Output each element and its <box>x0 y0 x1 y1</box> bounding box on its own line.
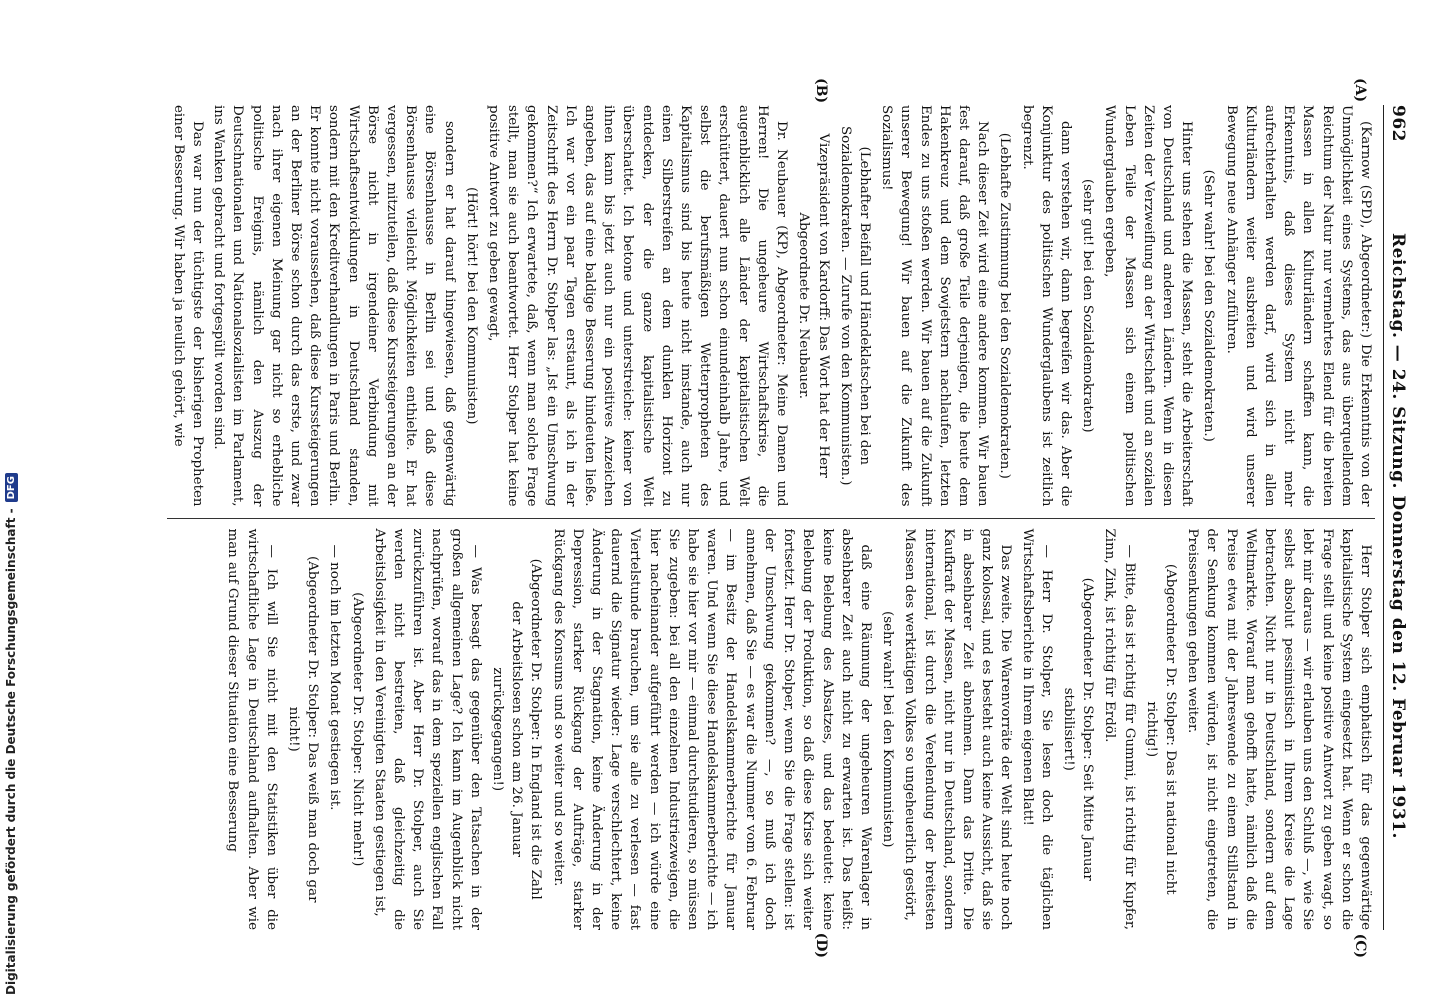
paragraph: — Bitte, das ist richtig für Gummi, ist richtig für Kupfer, Zinn, Zink, ist richtig für Erdöl. <box>1102 528 1137 930</box>
margin-mark-c: (C) <box>1352 933 1368 958</box>
margin-mark-b: (B) <box>813 78 829 104</box>
paragraph: Nach dieser Zeit wird eine andere kommen. Wir bauen fest darauf, daß große Teile derjenigen, die heute dem Hakenkreuz und dem Sowjetstern nachlaufen, letzten Endes zu uns stoßen werden. Wir bauen auf die Zukunft unserer Bewegung! Wir bauen auf die Zukunft des Sozialismus! <box>879 105 991 507</box>
digitization-footer <box>4 473 18 995</box>
interjection: (Abgeordneter Dr. Stolper: Das weiß man doch gar nicht!) <box>286 555 321 903</box>
paragraph: — noch im letzten Monat gestiegen ist. <box>327 544 343 811</box>
interjection: (Lebhafte Zustimmung bei den Sozialdemokraten.) <box>997 132 1013 479</box>
interjection: (sehr gut! bei den Sozialdemokraten) <box>1080 178 1096 433</box>
right-column <box>167 529 1375 931</box>
page-title: Reichstag. — 24. Sitzung. Donnerstag den 12. Februar 1931. <box>1388 233 1408 839</box>
interjection: (sehr wahr! bei den Kommunisten) <box>880 611 896 848</box>
paragraph: Herr Stolper sich emphatisch für das gegenwärtige kapitalistische System eingesetzt hat. Wenn er schon die Frage stellt und keine positive Antwort zu geben wagt, so lebt mir daraus — wir erlauben uns den Schluß —, wie Sie selbst absolut pessimistisch in Ihrem Kreise die Lage betrachten. Nicht nur in Deutschland, sondern auf dem Weltmarkte. Worauf man gehofft hatte, nämlich daß die Preise etwa mit der Jahreswende zu einem Stillstand in der Senkung kommen würden, ist nicht eingetreten, die Preissenkungen gehen weiter. <box>1185 528 1373 930</box>
page-number: 962 <box>1388 105 1408 142</box>
paragraph: — Ich will Sie nicht mit den Statistiken über die wirtschaftliche Lage in Deutschland aufhalten. Aber wie man auf Grund dieser Situation eine Besserung <box>225 528 279 930</box>
interjection: (Abgeordneter Dr. Stolper: Das ist national nicht richtig!) <box>1143 563 1178 895</box>
interjection: (Lebhafter Beifall und Händeklatschen bei den Sozialdemokraten. — Zurufe von den Kommunisten.) <box>837 125 872 486</box>
paragraph: (Karnow (SPD), Abgeordneter:) Die Erkenntnis von der Unmöglichkeit eines Systems, das aus überquellendem Reichtum der Natur nur vermehrtes Elend für die breiten Massen in allen Kulturländern schaffen kann, die Erkenntnis, daß dieses System nicht mehr aufrechterhalten werden darf, wird sich in allen Kulturländern weiter ausbreiten und wird unserer Bewegung neue Anhänger zuführen. <box>1223 105 1373 507</box>
paragraph: — Was besagt das gegenüber den Tatsachen in der großen allgemeinen Lage? Ich kann im Augenblick nicht nachprüfen, worauf das in dem speziellen englischen Fall zurückzuführen ist. Aber Herr Dr. Stolper, auch Sie werden nicht bestreiten, daß gleichzeitig die Arbeitslosigkeit in den Vereinigten Staaten gestiegen ist, <box>371 528 483 930</box>
interjection: (Abgeordneter Dr. Stolper: In England ist die Zahl der Arbeitslosen schon am 26. Januar zurückgegangen!) <box>490 558 544 900</box>
footer-text: Digitalisierung gefördert durch die Deutsche Forschungsgemeinschaft - <box>4 508 18 995</box>
interjection: (Abgeordneter Dr. Stolper: Nicht mehr!) <box>349 592 365 867</box>
paragraph: Das zweite. Die Warenvorräte der Welt sind heute noch ganz kolossal, und es besteht auch keine Aussicht, daß sie in absehbarer Zeit abnehmen. Dann das Dritte. Die Kaufkraft der Massen, nicht nur in Deutschland, sondern international, ist durch die Verelendung der breitesten Massen des werktätigen Volkes so ungeheuerlich gestört, <box>902 528 1014 930</box>
page-header <box>1383 105 1408 930</box>
paragraph: sondern er hat darauf hingewiesen, daß gegenwärtig eine Börsenhausse in Berlin sei und daß diese Börsenhausse vielleicht Möglichkeiten enthielte. Er hat vergessen, mitzuteilen, daß diese Kurssteigerungen an der Börse nicht in irgendeiner Verbindung mit Wirtschaftsentwicklungen in Deutschland standen, sondern mit den Kreditverhandlungen in Paris und Berlin. Er konnte nicht voraussehen, daß diese Kurssteigerungen an der Berliner Börse schon durch das erste, und zwar nach ihrer eigenen Meinung gar nicht so erhebliche politische Ereignis, nämlich den Auszug der Deutschnationalen und Nationalsozialisten im Parlament, ins Wanken gebracht und fortgespült worden sind. <box>211 105 457 507</box>
left-column <box>167 105 1375 507</box>
paragraph: daß eine Räumung der ungeheuren Warenlager in absehbarer Zeit auch nicht zu erwarten ist. Das heißt: keine Belebung des Absatzes, und das bedeutet: keine Belebung der Produktion, so daß diese Krise sich weiter fortsetzt. Herr Dr. Stolper, wenn Sie die Frage stellen: ist der Umschwung gekommen? —, so muß ich doch annehmen, daß Sie — es war die Nummer vom 6. Februar — im Besitz der Handelskammerberichte für Januar waren. Und wenn Sie diese Handelskammerberichte — ich habe sie hier vor mir — einmal durchstudieren, so müssen Sie zugeben: bei all den einzelnen Industriezweigen, die hier nacheinander aufgeführt werden — ich würde eine Viertelstunde brauchen, um sie alle zu verlesen — fast dauernd die Signatur wieder: Lage verschlechtert, keine Änderung in der Stagnation, keine Änderung in der Depression, starker Rückgang der Aufträge, starker Rückgang des Konsums und so weiter und so weiter. <box>550 528 873 930</box>
paragraph: Hinter uns stehen die Massen, steht die Arbeiterschaft von Deutschland und anderen Ländern. Wenn in diesen Zeiten der Verzweiflung an der Wirtschaft und an sozialen Leben Teile der Massen sich einem politischen Wunderglauben ergeben, <box>1102 105 1195 507</box>
column-divider <box>167 518 1375 519</box>
margin-mark-a: (A) <box>1352 78 1368 103</box>
interjection: Vizepräsident von Kardorff: Das Wort hat der Herr Abgeordnete Dr. Neubauer. <box>796 133 831 478</box>
dfg-logo: DFG <box>5 473 18 502</box>
interjection: (Hört! hört! bei den Kommunisten) <box>463 186 479 425</box>
interjection: (Sehr wahr! bei den Sozialdemokraten.) <box>1201 169 1217 442</box>
margin-mark-d: (D) <box>813 932 829 958</box>
paragraph: Dr. Neubauer (KP), Abgeordneter: Meine Damen und Herren! Die ungeheure Wirtschaftskrise, die augenblicklich alle Länder der kapitalistischen Welt erschüttert, dauert nun schon einundeinhalb Jahre, und selbst die berufsmäßigen Wetterpropheten des Kapitalismus sind bis heute nicht imstande, auch nur einen Silberstreifen an dem dunklen Horizont zu entdecken, der die ganze kapitalistische Welt überschattet. Ich betone und unterstreiche: keiner von ihnen kann bis jetzt auch nur ein positives Anzeichen angeben, das auf eine baldige Besserung hindeuten ließe. Ich war vor ein paar Tagen erstaunt, als ich in der Zeitschrift des Herrn Dr. Stolper las: „Ist ein Umschwung gekommen?“ Ich erwartete, daß, wenn man solche Frage stellt, man sie auch beantwortet. Herr Stolper hat keine positive Antwort zu geben gewagt, <box>486 105 790 507</box>
interjection: (Abgeordneter Dr. Stolper: Seit Mitte Januar stabilisiert!) <box>1060 577 1096 881</box>
paragraph: — Herr Dr. Stolper, Sie lesen doch die täglichen Wirtschaftsberichte in Ihrem eigenen Blatt! <box>1019 528 1054 930</box>
text-columns <box>167 105 1375 930</box>
paragraph: dann verstehen wir, dann begreifen wir das. Aber die Konjunktur des politischen Wunderglaubens ist zeitlich begrenzt. <box>1019 105 1073 507</box>
paragraph: Das war nun der tüchtigste der bisherigen Propheten einer Besserung. Wir haben ja neulich gehört, wie <box>170 105 206 507</box>
